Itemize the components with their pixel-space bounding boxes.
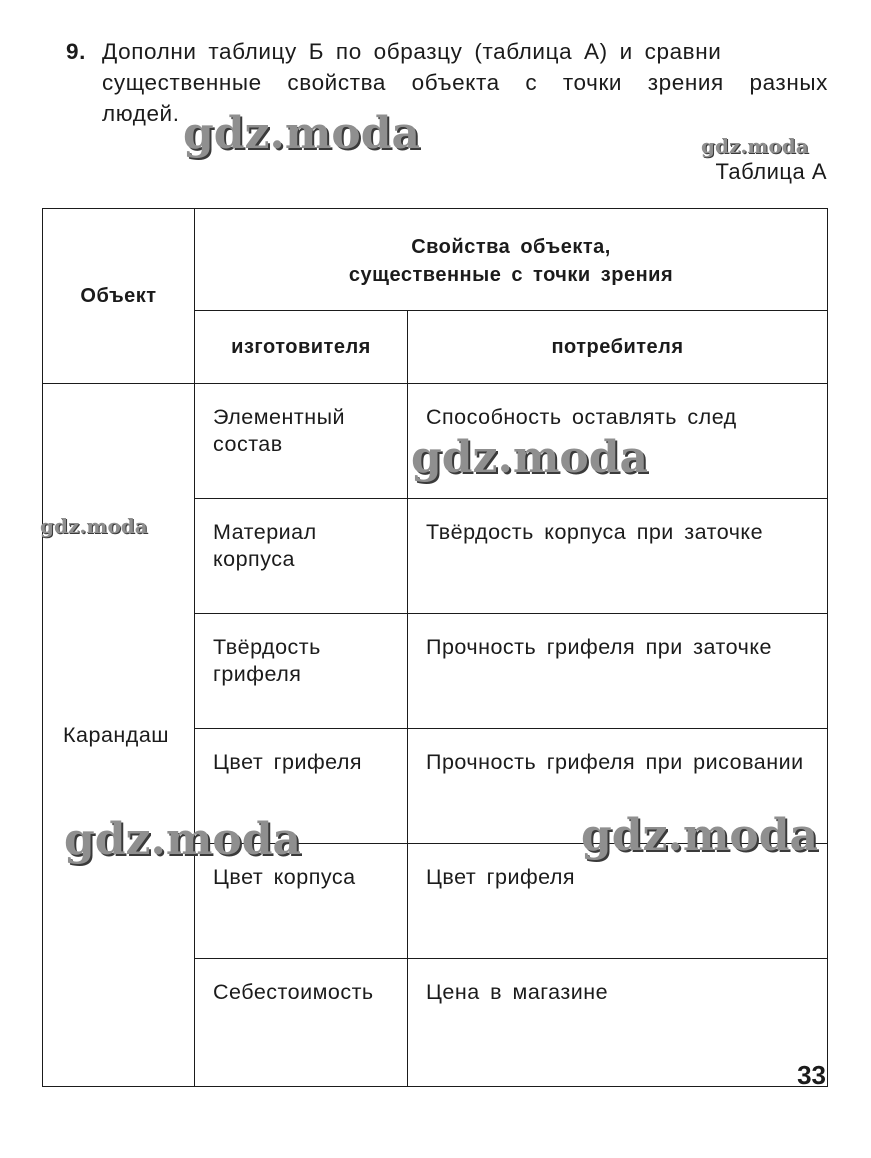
task-number: 9.	[66, 39, 86, 64]
header-properties	[195, 209, 828, 311]
consumer-cell: Цена в магазине	[408, 959, 828, 1087]
properties-table	[42, 208, 828, 1087]
header-maker: изготовителя	[195, 311, 408, 384]
watermark: gdz.moda	[701, 134, 809, 158]
watermark: gdz.moda	[411, 432, 649, 483]
maker-cell: Материал корпуса	[195, 499, 408, 614]
maker-cell: Элементный состав	[195, 384, 408, 499]
task-line-3: людей.	[102, 101, 180, 126]
watermark: gdz.moda	[183, 108, 421, 159]
consumer-cell: Прочность грифеля при рисовании	[408, 729, 828, 844]
maker-cell: Цвет грифеля	[195, 729, 408, 844]
watermark: gdz.moda	[40, 514, 148, 538]
header-object: Объект	[43, 209, 195, 384]
watermark: gdz.moda	[64, 814, 302, 865]
consumer-cell: Твёрдость корпуса при заточке	[408, 499, 828, 614]
consumer-cell: Способность оставлять след	[408, 384, 828, 499]
table-label: Таблица А	[715, 159, 827, 184]
header-properties-line2: существенные с точки зрения	[348, 263, 674, 286]
object-name: Карандаш	[43, 384, 195, 1087]
page-number: 33	[797, 1060, 826, 1090]
maker-cell: Твёрдость грифеля	[195, 614, 408, 729]
consumer-cell: Цвет грифеля	[408, 844, 828, 959]
task-line-2: существенные свойства объекта с точки зрения разных	[102, 70, 828, 95]
header-properties-line1: Свойства объекта,	[411, 235, 611, 258]
task-line-1: Дополни таблицу Б по образцу (таблица А) и сравни	[102, 39, 722, 64]
maker-cell: Цвет корпуса	[195, 844, 408, 959]
consumer-cell: Прочность грифеля при заточке	[408, 614, 828, 729]
watermark: gdz.moda	[581, 810, 819, 861]
maker-cell: Себестоимость	[195, 959, 408, 1087]
header-consumer: потребителя	[408, 311, 828, 384]
